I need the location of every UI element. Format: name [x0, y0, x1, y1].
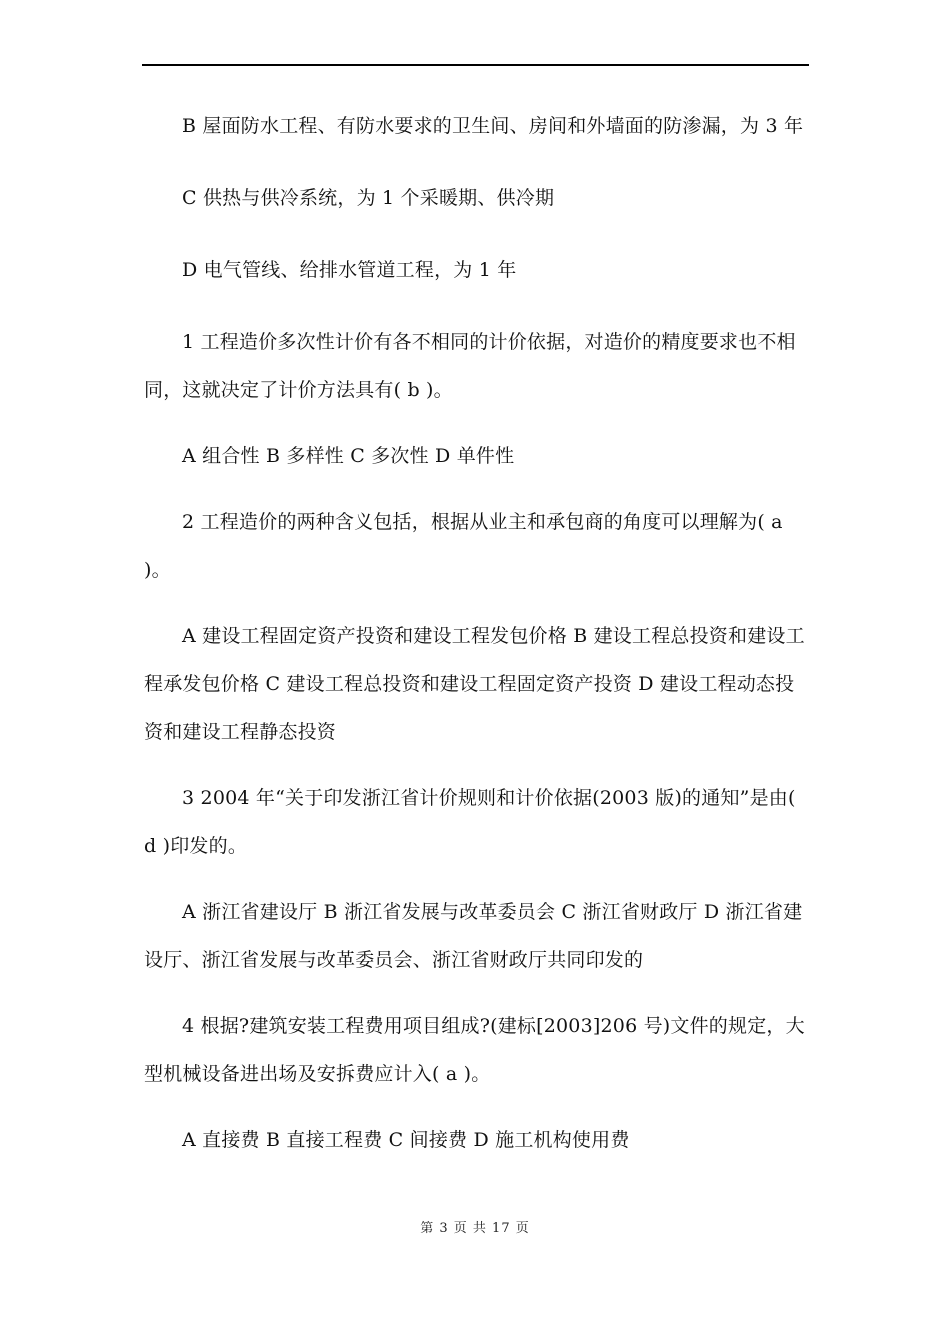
paragraph-option-b-warranty: B 屋面防水工程、有防水要求的卫生间、房间和外墙面的防渗漏，为 3 年 [182, 115, 804, 137]
question-2: 2 工程造价的两种含义包括，根据从业主和承包商的角度可以理解为( a )。 [144, 511, 783, 581]
question-3-options: A 浙江省建设厅 B 浙江省发展与改革委员会 C 浙江省财政厅 D 浙江省建设厅、浙江省发展与改革委员会、浙江省财政厅共同印发的 [144, 901, 803, 971]
page-number-footer: 第 3 页 共 17 页 [420, 1221, 530, 1236]
paragraph-option-c-warranty: C 供热与供冷系统，为 1 个采暖期、供冷期 [182, 187, 555, 209]
document-body [144, 102, 808, 1164]
paragraph-option-d-warranty: D 电气管线、给排水管道工程，为 1 年 [182, 259, 517, 281]
question-3: 3 2004 年“关于印发浙江省计价规则和计价依据(2003 版)的通知”是由( d )印发的。 [144, 787, 796, 857]
question-1: 1 工程造价多次性计价有各不相同的计价依据，对造价的精度要求也不相同，这就决定了计价方法具有( b )。 [144, 331, 796, 401]
question-1-options: A 组合性 B 多样性 C 多次性 D 单件性 [182, 445, 515, 467]
question-2-options: A 建设工程固定资产投资和建设工程发包价格 B 建设工程总投资和建设工程承发包价格 C 建设工程总投资和建设工程固定资产投资 D 建设工程动态投资和建设工程静态投资 [144, 625, 805, 743]
question-4: 4 根据?建筑安装工程费用项目组成?(建标[2003]206 号)文件的规定，大型机械设备进出场及安拆费应计入( a )。 [144, 1015, 805, 1085]
question-4-options: A 直接费 B 直接工程费 C 间接费 D 施工机构使用费 [182, 1129, 630, 1151]
header-rule [142, 64, 809, 66]
